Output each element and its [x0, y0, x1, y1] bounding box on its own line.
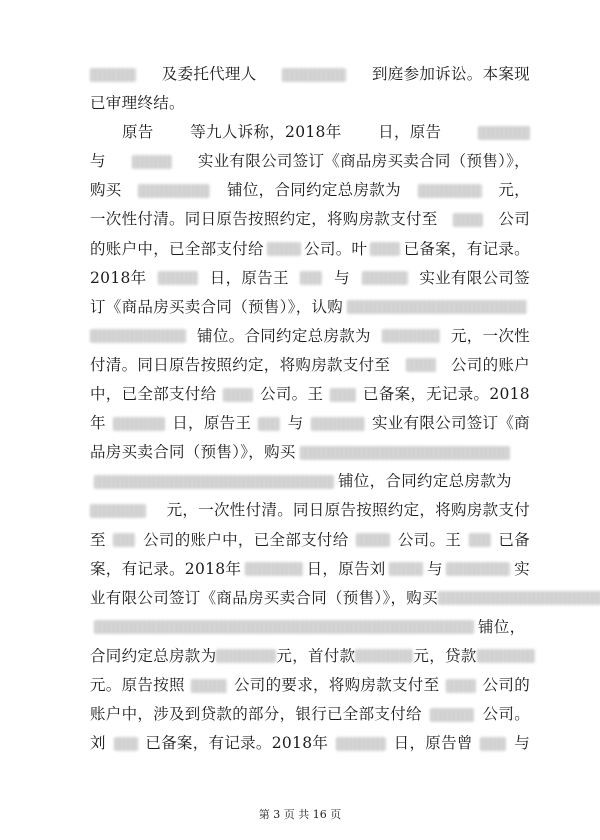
- text-line: [90, 642, 530, 671]
- redacted-text: [446, 679, 476, 693]
- text-segment: 中，已全部支付给: [90, 385, 217, 404]
- text-segment: 年: [90, 414, 106, 433]
- text-line: [90, 496, 530, 525]
- redacted-text: [406, 358, 436, 372]
- text-segment: 日，原告王: [172, 414, 252, 433]
- text-segment: 元，一次性: [450, 326, 530, 345]
- text-segment: 至: [90, 530, 106, 549]
- text-segment: 元，首付款: [276, 646, 356, 665]
- text-segment: 公司的要求，将购房款支付至: [234, 675, 440, 694]
- redacted-text: [453, 213, 483, 227]
- text-segment: 日，原告曾: [393, 734, 473, 753]
- redacted-text: [245, 562, 303, 576]
- text-segment: 订《商品房买卖合同（预售）》，认购: [90, 297, 344, 316]
- text-line: [90, 118, 530, 147]
- redacted-text: [158, 271, 198, 285]
- redacted-text: [469, 533, 491, 547]
- text-line: [90, 613, 530, 642]
- redacted-text: [90, 329, 186, 343]
- text-segment: 元，: [498, 181, 530, 200]
- text-segment: 实业有限公司签: [419, 268, 530, 287]
- redacted-text: [438, 591, 600, 605]
- text-segment: 已备案，有记录。2018年: [145, 734, 329, 753]
- text-line: [90, 380, 530, 409]
- redacted-text: [330, 388, 356, 402]
- text-line: [90, 176, 530, 205]
- text-line: [90, 700, 530, 729]
- redacted-text: [311, 417, 365, 431]
- text-segment: 实业有限公司签订《商: [371, 414, 530, 433]
- text-segment: 与: [287, 414, 304, 433]
- redacted-text: [282, 68, 346, 82]
- text-line: [90, 322, 530, 351]
- text-segment: 铺位。合同约定总房款为: [197, 326, 371, 345]
- text-segment: 一次性付清。同日原告按照约定，将购房款支付至: [90, 210, 438, 229]
- text-segment: 公司: [498, 210, 530, 229]
- redacted-text: [132, 155, 172, 169]
- text-segment: 元，一次性付清。同日原告按照约定，将购房款支付: [166, 501, 530, 520]
- redacted-text: [191, 679, 227, 693]
- text-line: [90, 729, 530, 758]
- text-line: [90, 205, 530, 234]
- redacted-text: [113, 533, 135, 547]
- redacted-text: [216, 649, 276, 663]
- text-line: [90, 293, 530, 322]
- text-segment: 实: [514, 559, 530, 578]
- text-segment: 已备案，有记录。: [403, 239, 530, 258]
- text-line: [90, 467, 530, 496]
- text-segment: 案，有记录。2018年: [90, 559, 242, 578]
- text-line: [90, 409, 530, 438]
- text-segment: 公司的账户: [450, 355, 530, 374]
- text-segment: 已备: [498, 530, 530, 549]
- page-footer: 第 3 页 共 16 页: [258, 808, 342, 821]
- text-segment: 与: [90, 152, 106, 171]
- text-segment: 公司的: [482, 675, 530, 694]
- text-segment: 公司。王: [260, 385, 324, 404]
- text-line: [90, 438, 530, 467]
- redacted-text: [267, 242, 301, 256]
- redacted-text: [355, 649, 413, 663]
- redacted-text: [223, 388, 253, 402]
- text-segment: 公司。叶: [304, 239, 368, 258]
- redacted-text: [382, 329, 440, 343]
- text-line: [90, 89, 530, 118]
- redacted-text: [258, 417, 280, 431]
- redacted-text: [114, 737, 138, 751]
- text-segment: 的账户中，已全部支付给: [90, 239, 264, 258]
- text-segment: 公司。: [482, 705, 530, 724]
- redacted-text: [94, 620, 474, 634]
- text-line: [90, 235, 530, 264]
- text-segment: 与: [514, 734, 530, 753]
- text-segment: 刘: [90, 734, 106, 753]
- text-line: [90, 351, 530, 380]
- text-segment: 账户中，涉及到贷款的部分，银行已全部支付给: [90, 705, 422, 724]
- text-line: [90, 147, 530, 176]
- redacted-text: [480, 737, 506, 751]
- text-segment: 元，贷款: [413, 646, 477, 665]
- text-segment: 铺位，合同约定总房款为: [338, 472, 512, 491]
- redacted-text: [138, 184, 210, 198]
- text-segment: 付清。同日原告按照约定，将购房款支付至: [90, 355, 391, 374]
- text-segment: 公司。王: [397, 530, 462, 549]
- redacted-text: [300, 446, 510, 460]
- text-segment: 与: [334, 268, 350, 287]
- redacted-text: [430, 708, 474, 722]
- text-segment: 业有限公司签订《商品房买卖合同（预售）》，购买: [90, 588, 438, 607]
- redacted-text: [90, 68, 136, 82]
- text-segment: 原告: [122, 123, 154, 142]
- text-segment: 实业有限公司签订《商品房买卖合同（预售）》，: [197, 152, 530, 171]
- redacted-text: [94, 475, 334, 489]
- text-line: [90, 671, 530, 700]
- text-segment: 铺位，合同约定总房款为: [227, 181, 401, 200]
- redacted-text: [90, 504, 146, 518]
- text-segment: 合同约定总房款为: [90, 646, 217, 665]
- redacted-text: [477, 649, 535, 663]
- redacted-text: [356, 533, 390, 547]
- redacted-text: [370, 242, 400, 256]
- text-segment: 日，原告刘: [306, 559, 386, 578]
- text-segment: 已审理终结。: [90, 94, 185, 113]
- redacted-text: [347, 300, 527, 314]
- text-line: [90, 584, 530, 613]
- text-segment: 2018年: [90, 268, 147, 287]
- redacted-text: [336, 737, 386, 751]
- text-segment: 日，原告王: [209, 268, 289, 287]
- text-segment: 公司的账户中，已全部支付给: [143, 530, 349, 549]
- redacted-text: [389, 562, 423, 576]
- text-segment: 及委托代理人: [161, 65, 257, 83]
- text-line: [90, 264, 530, 293]
- text-segment: 日，原告: [378, 123, 442, 142]
- text-line: [90, 60, 530, 89]
- redacted-text: [113, 417, 165, 431]
- text-segment: 已备案，无记录。2018: [362, 385, 530, 404]
- body-text: [90, 60, 530, 758]
- text-segment: 到庭参加诉讼。本案现: [371, 65, 530, 83]
- text-line: [90, 555, 530, 584]
- text-segment: 铺位，: [478, 617, 526, 636]
- redacted-text: [478, 126, 530, 140]
- text-segment: 与: [426, 559, 443, 578]
- text-segment: 元。原告按照: [90, 675, 185, 694]
- text-segment: 品房买卖合同（预售）》，购买: [90, 443, 296, 462]
- redacted-text: [446, 562, 510, 576]
- redacted-text: [300, 271, 322, 285]
- text-segment: 等九人诉称，2018年: [190, 123, 342, 142]
- text-segment: 购买: [90, 181, 122, 200]
- redacted-text: [418, 184, 482, 198]
- text-line: [90, 526, 530, 555]
- redacted-text: [362, 271, 408, 285]
